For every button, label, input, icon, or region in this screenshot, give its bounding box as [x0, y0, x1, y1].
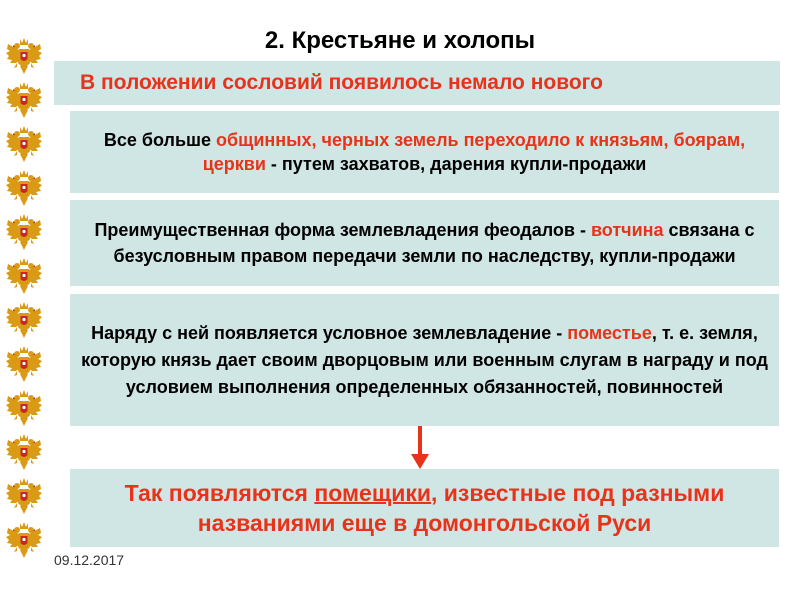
box1-highlight: общинных, черных земель переходило к князьям, боярам, церкви: [202, 130, 746, 174]
double-headed-eagle-icon: [4, 388, 44, 428]
double-headed-eagle-icon: [4, 300, 44, 340]
info-box-votchina-text: [78, 217, 771, 269]
double-headed-eagle-icon: [4, 256, 44, 296]
box2-text-start: Преимущественная форма землевладения феодалов -: [94, 220, 591, 240]
conclusion-text: [74, 478, 775, 538]
double-headed-eagle-icon: [4, 432, 44, 472]
arrow-down-icon: [410, 426, 430, 470]
box1-text-end: - путем захватов, дарения купли-продажи: [265, 154, 647, 174]
double-headed-eagle-icon: [4, 344, 44, 384]
double-headed-eagle-icon: [4, 80, 44, 120]
box2-text-end: связана с безусловным правом передачи земли по наследству, купли-продажи: [113, 220, 755, 266]
box2-highlight: вотчина: [590, 220, 664, 240]
emblem-strip: [4, 36, 46, 564]
info-box-pomestie: [70, 294, 779, 426]
double-headed-eagle-icon: [4, 168, 44, 208]
conclusion-box: [70, 469, 779, 547]
double-headed-eagle-icon: [4, 124, 44, 164]
double-headed-eagle-icon: [4, 476, 44, 516]
slide-title: 2. Крестьяне и холопы: [264, 27, 536, 54]
heading-text: В положении сословий появилось немало нового: [80, 71, 603, 94]
slide-date: 09.12.2017: [54, 552, 125, 568]
info-box-votchina: [70, 200, 779, 286]
conclusion-text-start: Так появляются: [124, 480, 315, 506]
info-box-land-transfer: [70, 111, 779, 193]
double-headed-eagle-icon: [4, 212, 44, 252]
conclusion-highlight: помещики: [314, 480, 432, 506]
double-headed-eagle-icon: [4, 36, 44, 76]
box3-highlight: поместье: [567, 322, 652, 343]
box3-text-start: Наряду с ней появляется условное землевладение -: [91, 322, 568, 343]
info-box-pomestie-text: [78, 320, 771, 401]
box1-text-start: Все больше: [103, 130, 217, 150]
info-box-land-transfer-text: [78, 128, 771, 176]
box3-text-end: , т. е. земля, которую князь дает своим дворцовым или военным слугам в награду и под условием выполнения определенных обязанностей, повинностей: [81, 322, 768, 397]
heading-box: [54, 61, 780, 105]
double-headed-eagle-icon: [4, 520, 44, 560]
conclusion-text-end: , известные под разными названиями еще в домонгольской Руси: [197, 480, 725, 536]
